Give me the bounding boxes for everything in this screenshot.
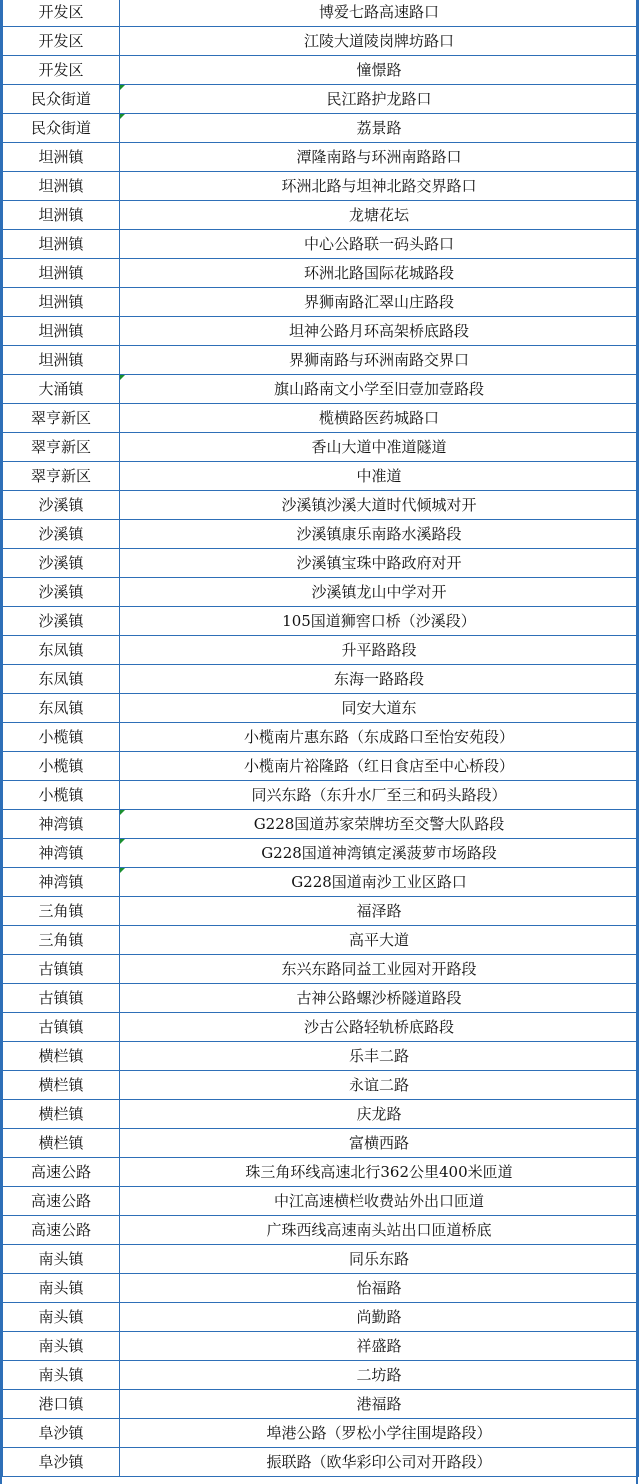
table-row <box>3 201 639 230</box>
district-cell: 坦洲镇 <box>3 288 120 317</box>
table-row <box>3 1071 639 1100</box>
table-row <box>3 1390 639 1419</box>
location-cell: 环洲北路国际花城路段 <box>120 259 639 288</box>
district-cell: 神湾镇 <box>3 868 120 897</box>
table-row <box>3 1042 639 1071</box>
table-row <box>3 1419 639 1448</box>
table-row <box>3 462 639 491</box>
table-row <box>3 85 639 114</box>
table-row <box>3 491 639 520</box>
table-row <box>3 781 639 810</box>
district-cell: 小榄镇 <box>3 723 120 752</box>
table-row <box>3 897 639 926</box>
district-cell: 坦洲镇 <box>3 317 120 346</box>
cell-comment-marker-icon <box>120 114 125 119</box>
district-cell: 坦洲镇 <box>3 230 120 259</box>
district-cell: 三角镇 <box>3 897 120 926</box>
cell-comment-marker-icon <box>120 810 125 815</box>
table-row <box>3 404 639 433</box>
table-row <box>3 1448 639 1477</box>
district-cell: 沙溪镇 <box>3 549 120 578</box>
table-row <box>3 578 639 607</box>
location-cell: 珠三角环线高速北行362公里400米匝道 <box>120 1158 639 1187</box>
district-cell: 东凤镇 <box>3 636 120 665</box>
district-cell: 开发区 <box>3 56 120 85</box>
location-cell: G228国道南沙工业区路口 <box>120 868 639 897</box>
table-row <box>3 926 639 955</box>
location-cell: 龙塘花坛 <box>120 201 639 230</box>
district-cell: 东凤镇 <box>3 665 120 694</box>
district-cell: 民众街道 <box>3 114 120 143</box>
district-cell: 翠亨新区 <box>3 433 120 462</box>
location-cell: 界狮南路汇翠山庄路段 <box>120 288 639 317</box>
location-cell: 潭隆南路与环洲南路路口 <box>120 143 639 172</box>
table-row <box>3 1100 639 1129</box>
district-cell: 沙溪镇 <box>3 607 120 636</box>
cell-comment-marker-icon <box>120 839 125 844</box>
district-cell: 南头镇 <box>3 1303 120 1332</box>
table-row <box>3 1361 639 1390</box>
location-cell: 荔景路 <box>120 114 639 143</box>
location-cell: 憧憬路 <box>120 56 639 85</box>
table-row <box>3 665 639 694</box>
location-cell: 中江高速横栏收费站外出口匝道 <box>120 1187 639 1216</box>
location-cell: 永谊二路 <box>120 1071 639 1100</box>
district-cell: 古镇镇 <box>3 955 120 984</box>
district-cell: 神湾镇 <box>3 839 120 868</box>
table-row <box>3 1274 639 1303</box>
location-cell: 环洲北路与坦神北路交界路口 <box>120 172 639 201</box>
district-cell: 沙溪镇 <box>3 491 120 520</box>
checkpoint-table <box>2 0 639 1477</box>
location-cell: 升平路路段 <box>120 636 639 665</box>
district-cell: 翠亨新区 <box>3 462 120 491</box>
table-row <box>3 839 639 868</box>
district-cell: 高速公路 <box>3 1216 120 1245</box>
table-row <box>3 868 639 897</box>
location-cell: 东兴东路同益工业园对开路段 <box>120 955 639 984</box>
district-cell: 坦洲镇 <box>3 201 120 230</box>
location-cell: 振联路（欧华彩印公司对开路段） <box>120 1448 639 1477</box>
district-cell: 南头镇 <box>3 1245 120 1274</box>
district-cell: 小榄镇 <box>3 781 120 810</box>
location-cell: 榄横路医药城路口 <box>120 404 639 433</box>
location-cell: 坦神公路月环高架桥底路段 <box>120 317 639 346</box>
location-cell: 沙古公路轻轨桥底路段 <box>120 1013 639 1042</box>
location-cell: 界狮南路与环洲南路交界口 <box>120 346 639 375</box>
district-cell: 横栏镇 <box>3 1071 120 1100</box>
location-cell: 同安大道东 <box>120 694 639 723</box>
table-row <box>3 984 639 1013</box>
table-row <box>3 694 639 723</box>
district-cell: 坦洲镇 <box>3 172 120 201</box>
table-row <box>3 317 639 346</box>
location-cell: 沙溪镇龙山中学对开 <box>120 578 639 607</box>
location-cell: 高平大道 <box>120 926 639 955</box>
location-cell: 旗山路南文小学至旧壹加壹路段 <box>120 375 639 404</box>
location-cell: 二坊路 <box>120 1361 639 1390</box>
table-row <box>3 143 639 172</box>
table-row <box>3 433 639 462</box>
district-cell: 大涌镇 <box>3 375 120 404</box>
district-cell: 沙溪镇 <box>3 520 120 549</box>
location-cell: 中心公路联一码头路口 <box>120 230 639 259</box>
table-row <box>3 1158 639 1187</box>
location-cell: 庆龙路 <box>120 1100 639 1129</box>
table-row <box>3 549 639 578</box>
table-row <box>3 607 639 636</box>
table-row <box>3 375 639 404</box>
table-row <box>3 1303 639 1332</box>
table-row <box>3 288 639 317</box>
table-row <box>3 752 639 781</box>
district-cell: 阜沙镇 <box>3 1419 120 1448</box>
cell-comment-marker-icon <box>120 868 125 873</box>
district-cell: 三角镇 <box>3 926 120 955</box>
location-cell: 港福路 <box>120 1390 639 1419</box>
district-cell: 高速公路 <box>3 1158 120 1187</box>
district-cell: 港口镇 <box>3 1390 120 1419</box>
table-row <box>3 1245 639 1274</box>
location-cell: 沙溪镇康乐南路水溪路段 <box>120 520 639 549</box>
district-cell: 高速公路 <box>3 1187 120 1216</box>
location-cell: 博爱七路高速路口 <box>120 0 639 27</box>
location-cell: 105国道狮窖口桥（沙溪段） <box>120 607 639 636</box>
district-cell: 横栏镇 <box>3 1100 120 1129</box>
district-cell: 南头镇 <box>3 1361 120 1390</box>
table-body <box>3 0 639 1477</box>
location-cell: 民江路护龙路口 <box>120 85 639 114</box>
location-cell: 古神公路螺沙桥隧道路段 <box>120 984 639 1013</box>
district-cell: 民众街道 <box>3 85 120 114</box>
district-cell: 翠亨新区 <box>3 404 120 433</box>
location-cell: 尚勤路 <box>120 1303 639 1332</box>
location-cell: 沙溪镇沙溪大道时代倾城对开 <box>120 491 639 520</box>
cell-comment-marker-icon <box>120 375 125 380</box>
location-cell: 乐丰二路 <box>120 1042 639 1071</box>
district-cell: 横栏镇 <box>3 1129 120 1158</box>
location-cell: 沙溪镇宝珠中路政府对开 <box>120 549 639 578</box>
table-row <box>3 520 639 549</box>
table-row <box>3 1332 639 1361</box>
table-row <box>3 1216 639 1245</box>
cell-comment-marker-icon <box>120 85 125 90</box>
location-cell: 埠港公路（罗松小学往围堤路段） <box>120 1419 639 1448</box>
table-row <box>3 27 639 56</box>
table-row <box>3 230 639 259</box>
location-cell: G228国道苏家荣牌坊至交警大队路段 <box>120 810 639 839</box>
table-row <box>3 636 639 665</box>
location-cell: 福泽路 <box>120 897 639 926</box>
location-cell: 中准道 <box>120 462 639 491</box>
table-row <box>3 114 639 143</box>
location-cell: 香山大道中准道隧道 <box>120 433 639 462</box>
district-cell: 古镇镇 <box>3 1013 120 1042</box>
location-cell: 东海一路路段 <box>120 665 639 694</box>
district-cell: 横栏镇 <box>3 1042 120 1071</box>
table-row <box>3 259 639 288</box>
district-cell: 坦洲镇 <box>3 259 120 288</box>
location-cell: 祥盛路 <box>120 1332 639 1361</box>
district-cell: 坦洲镇 <box>3 346 120 375</box>
district-cell: 古镇镇 <box>3 984 120 1013</box>
location-cell: 同兴东路（东升水厂至三和码头路段） <box>120 781 639 810</box>
location-cell: 怡福路 <box>120 1274 639 1303</box>
table-row <box>3 1129 639 1158</box>
table-row <box>3 0 639 27</box>
location-cell: 同乐东路 <box>120 1245 639 1274</box>
table-row <box>3 172 639 201</box>
location-cell: 小榄南片裕隆路（红日食店至中心桥段） <box>120 752 639 781</box>
district-cell: 沙溪镇 <box>3 578 120 607</box>
district-cell: 阜沙镇 <box>3 1448 120 1477</box>
district-cell: 开发区 <box>3 0 120 27</box>
table-row <box>3 955 639 984</box>
district-cell: 南头镇 <box>3 1332 120 1361</box>
location-cell: 广珠西线高速南头站出口匝道桥底 <box>120 1216 639 1245</box>
district-cell: 东凤镇 <box>3 694 120 723</box>
district-cell: 小榄镇 <box>3 752 120 781</box>
district-cell: 坦洲镇 <box>3 143 120 172</box>
table-row <box>3 1187 639 1216</box>
table-row <box>3 1013 639 1042</box>
location-cell: G228国道神湾镇定溪菠萝市场路段 <box>120 839 639 868</box>
location-cell: 江陵大道陵岗牌坊路口 <box>120 27 639 56</box>
district-cell: 开发区 <box>3 27 120 56</box>
table-row <box>3 723 639 752</box>
table-row <box>3 56 639 85</box>
district-cell: 神湾镇 <box>3 810 120 839</box>
table-row <box>3 810 639 839</box>
district-cell: 南头镇 <box>3 1274 120 1303</box>
location-cell: 小榄南片惠东路（东成路口至怡安苑段） <box>120 723 639 752</box>
table-row <box>3 346 639 375</box>
location-cell: 富横西路 <box>120 1129 639 1158</box>
